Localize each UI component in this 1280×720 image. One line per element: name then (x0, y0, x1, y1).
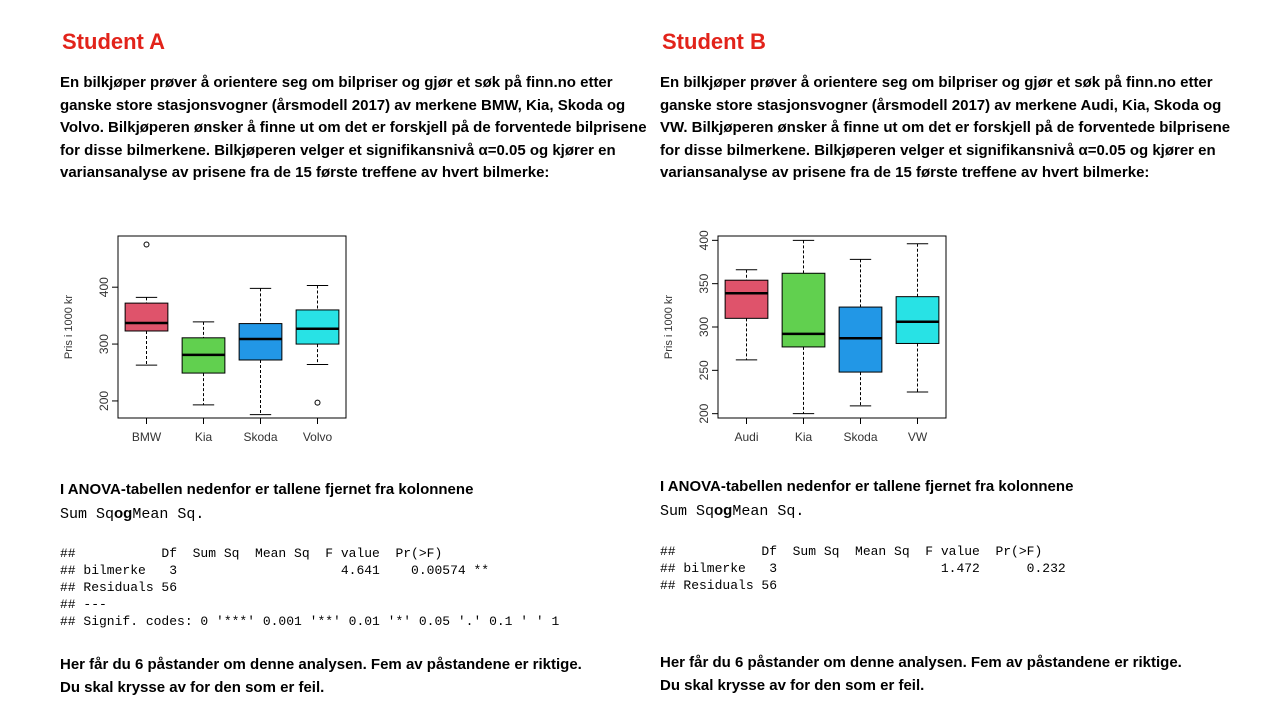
student-b-box-audi (725, 270, 768, 360)
iqr-box (239, 324, 282, 360)
student-a-box-kia (182, 322, 225, 405)
student-b-ytick-label: 200 (697, 403, 711, 424)
student-b-col-meansq: Mean Sq. (732, 502, 805, 520)
student-a-panel (60, 0, 660, 720)
student-b-closing-line1: Her får du 6 påstander om denne analysen. Fem av påstandene er riktige. (660, 654, 1182, 671)
student-a-code-line: ## bilmerke 3 4.641 0.00574 ** (60, 563, 490, 578)
student-a-og: og (114, 504, 133, 522)
student-b-panel (660, 0, 1260, 720)
student-a-intro: En bilkjøper prøver å orientere seg om bilpriser og gjør et søk på finn.no etter ganske store stasjonsvogner (årsmodell 2017) av merkene BMW, Kia, Skoda og Volvo. Bilkjøperen ønsker å finne ut om det er forskjell på de forventede bilprisene for disse bilmerkene. Bilkjøperen velger et signifikansnivå α=0.05 og kjører en variansanalyse av prisene fra de 15 første treffene av hvert bilmerke: (60, 74, 647, 181)
iqr-box (296, 310, 339, 344)
student-a-boxplot (60, 226, 360, 456)
student-b-xtick-label: Skoda (843, 430, 878, 444)
outlier-point (315, 400, 320, 405)
student-a-box-skoda (239, 288, 282, 414)
student-b-code-line: ## Df Sum Sq Mean Sq F value Pr(>F) (660, 544, 1043, 559)
iqr-box (725, 280, 768, 318)
student-a-ytick-label: 300 (97, 334, 111, 355)
student-a-col-sumsq: Sum Sq (60, 505, 115, 523)
student-a-anova-output (60, 545, 559, 630)
student-b-closing (660, 651, 1182, 697)
student-a-code-line: ## Signif. codes: 0 '***' 0.001 '**' 0.01 '*' 0.05 '.' 0.1 ' ' 1 (60, 614, 560, 629)
student-a-ytick-label: 200 (97, 390, 111, 411)
iqr-box (125, 303, 168, 331)
student-b-anova-output (660, 543, 1066, 594)
student-a-xtick-label: Skoda (243, 430, 278, 444)
student-b-ytick-label: 350 (697, 273, 711, 294)
student-a-code-line: ## Df Sum Sq Mean Sq F value Pr(>F) (60, 546, 443, 561)
student-a-box-bmw (125, 242, 168, 365)
student-b-code-line: ## Residuals 56 (660, 578, 778, 593)
student-b-xtick-label: VW (907, 430, 928, 444)
outlier-point (144, 242, 149, 247)
student-b-ytick-label: 400 (697, 230, 711, 251)
student-a-code-line: ## Residuals 56 (60, 580, 178, 595)
student-b-box-kia (782, 240, 825, 413)
student-a-xtick-label: Volvo (302, 430, 333, 444)
student-b-anova-intro (660, 476, 1073, 523)
iqr-box (896, 297, 939, 344)
student-a-title: Student A (62, 29, 166, 54)
student-a-xtick-label: BMW (131, 430, 162, 444)
student-b-anova-intro-text: I ANOVA-tabellen nedenfor er tallene fjernet fra kolonnene (660, 478, 1074, 495)
student-b-og: og (714, 501, 733, 519)
student-a-closing-line2: Du skal krysse av for den som er feil. (60, 679, 325, 696)
iqr-box (782, 273, 825, 347)
student-a-closing (60, 653, 582, 699)
student-b-ytick-label: 250 (697, 360, 711, 381)
student-a-code-line: ## --- (60, 597, 107, 612)
student-a-box-volvo (296, 285, 339, 405)
student-a-ytick-label: 400 (97, 277, 111, 298)
student-b-boxplot (660, 226, 960, 456)
student-a-ylabel: Pris i 1000 kr (63, 294, 75, 360)
student-a-closing-line1: Her får du 6 påstander om denne analysen. Fem av påstandene er riktige. (60, 656, 582, 673)
student-b-closing-line2: Du skal krysse av for den som er feil. (660, 677, 925, 694)
student-b-xtick-label: Audi (734, 430, 759, 444)
student-b-intro: En bilkjøper prøver å orientere seg om bilpriser og gjør et søk på finn.no etter ganske store stasjonsvogner (årsmodell 2017) av merkene Audi, Kia, Skoda og VW. Bilkjøperen ønsker å finne ut om det er forskjell på de forventede bilprisene for disse bilmerkene. Bilkjøperen velger et signifikansnivå α=0.05 og kjører en variansanalyse av prisene fra de 15 første treffene av hvert bilmerke: (660, 74, 1231, 181)
student-a-xtick-label: Kia (194, 430, 213, 444)
iqr-box (839, 307, 882, 372)
student-a-col-meansq: Mean Sq. (132, 505, 205, 523)
student-b-col-sumsq: Sum Sq (660, 502, 715, 520)
student-b-title: Student B (662, 29, 766, 54)
student-a-anova-intro-text: I ANOVA-tabellen nedenfor er tallene fjernet fra kolonnene (60, 481, 474, 498)
student-a-anova-intro (60, 479, 473, 526)
student-b-box-skoda (839, 259, 882, 405)
student-b-box-vw (896, 244, 939, 392)
student-b-ytick-label: 300 (697, 316, 711, 338)
student-b-xtick-label: Kia (794, 430, 813, 444)
student-b-code-line: ## bilmerke 3 1.472 0.232 (660, 561, 1066, 576)
student-b-ylabel: Pris i 1000 kr (663, 294, 675, 360)
